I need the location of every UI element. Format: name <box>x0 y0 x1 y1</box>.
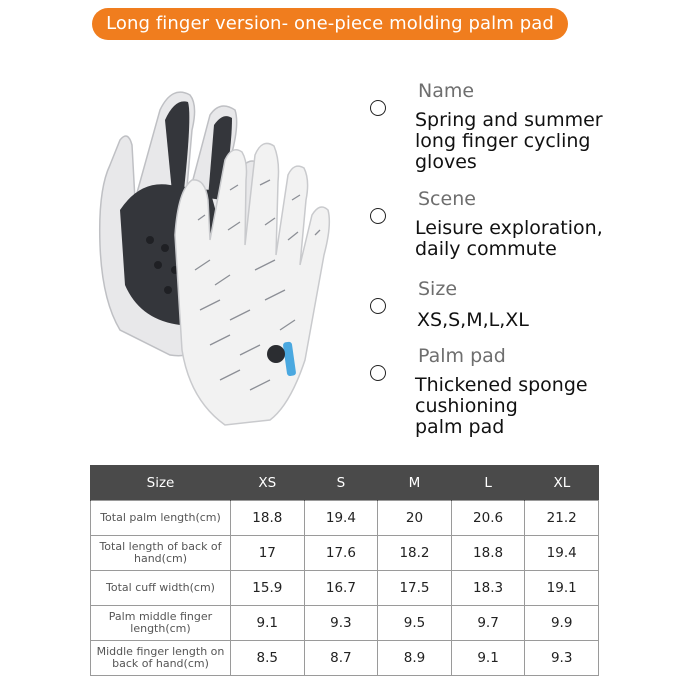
spec-name <box>370 80 670 175</box>
header-l: L <box>451 465 525 501</box>
spec-value: Spring and summer long finger cycling gloves <box>415 109 603 173</box>
table-cell: 17.6 <box>304 536 378 571</box>
table-cell: 9.1 <box>451 641 525 676</box>
row-label: Palm middle finger length(cm) <box>91 606 231 641</box>
table-cell: 9.1 <box>231 606 305 641</box>
bullet-circle-icon <box>370 365 386 381</box>
table-cell: 9.5 <box>378 606 452 641</box>
table-cell: 15.9 <box>231 571 305 606</box>
table-row <box>91 641 599 676</box>
table-cell: 8.9 <box>378 641 452 676</box>
bullet-circle-icon <box>370 298 386 314</box>
table-cell: 19.4 <box>304 501 378 536</box>
spec-size <box>370 278 670 338</box>
spec-label: Palm pad <box>418 345 506 367</box>
row-label: Middle finger length on back of hand(cm) <box>91 641 231 676</box>
row-label: Total length of back of hand(cm) <box>91 536 231 571</box>
table-cell: 9.3 <box>304 606 378 641</box>
title-banner: Long finger version- one-piece molding palm pad <box>92 8 568 40</box>
header-s: S <box>304 465 378 501</box>
spec-label: Size <box>418 278 458 300</box>
header-xs: XS <box>231 465 305 501</box>
table-cell: 18.8 <box>231 501 305 536</box>
table-cell: 17 <box>231 536 305 571</box>
table-cell: 18.8 <box>451 536 525 571</box>
back-of-hand-glove <box>175 143 329 425</box>
spec-label: Name <box>418 80 475 102</box>
header-xl: XL <box>525 465 599 501</box>
row-label: Total palm length(cm) <box>91 501 231 536</box>
table-row <box>91 571 599 606</box>
bullet-circle-icon <box>370 100 386 116</box>
table-cell: 19.4 <box>525 536 599 571</box>
table-cell: 19.1 <box>525 571 599 606</box>
table-cell: 18.2 <box>378 536 452 571</box>
spec-scene <box>370 188 670 268</box>
spec-value: XS,S,M,L,XL <box>417 309 529 331</box>
table-cell: 8.5 <box>231 641 305 676</box>
table-header-row <box>91 465 599 501</box>
table-row <box>91 536 599 571</box>
table-cell: 20 <box>378 501 452 536</box>
glove-product-image <box>80 70 350 450</box>
spec-value: Thickened sponge cushioning palm pad <box>415 374 588 438</box>
table-cell: 20.6 <box>451 501 525 536</box>
table-cell: 8.7 <box>304 641 378 676</box>
table-cell: 21.2 <box>525 501 599 536</box>
spec-value: Leisure exploration, daily commute <box>415 217 603 260</box>
table-cell: 9.9 <box>525 606 599 641</box>
spec-label: Scene <box>418 188 476 210</box>
size-chart-table <box>90 465 599 676</box>
header-size: Size <box>91 465 231 501</box>
table-cell: 18.3 <box>451 571 525 606</box>
row-label: Total cuff width(cm) <box>91 571 231 606</box>
spec-palm-pad <box>370 345 670 445</box>
table-cell: 17.5 <box>378 571 452 606</box>
table-cell: 9.3 <box>525 641 599 676</box>
table-cell: 9.7 <box>451 606 525 641</box>
table-cell: 16.7 <box>304 571 378 606</box>
table-row <box>91 606 599 641</box>
header-m: M <box>378 465 452 501</box>
table-row <box>91 501 599 536</box>
bullet-circle-icon <box>370 208 386 224</box>
